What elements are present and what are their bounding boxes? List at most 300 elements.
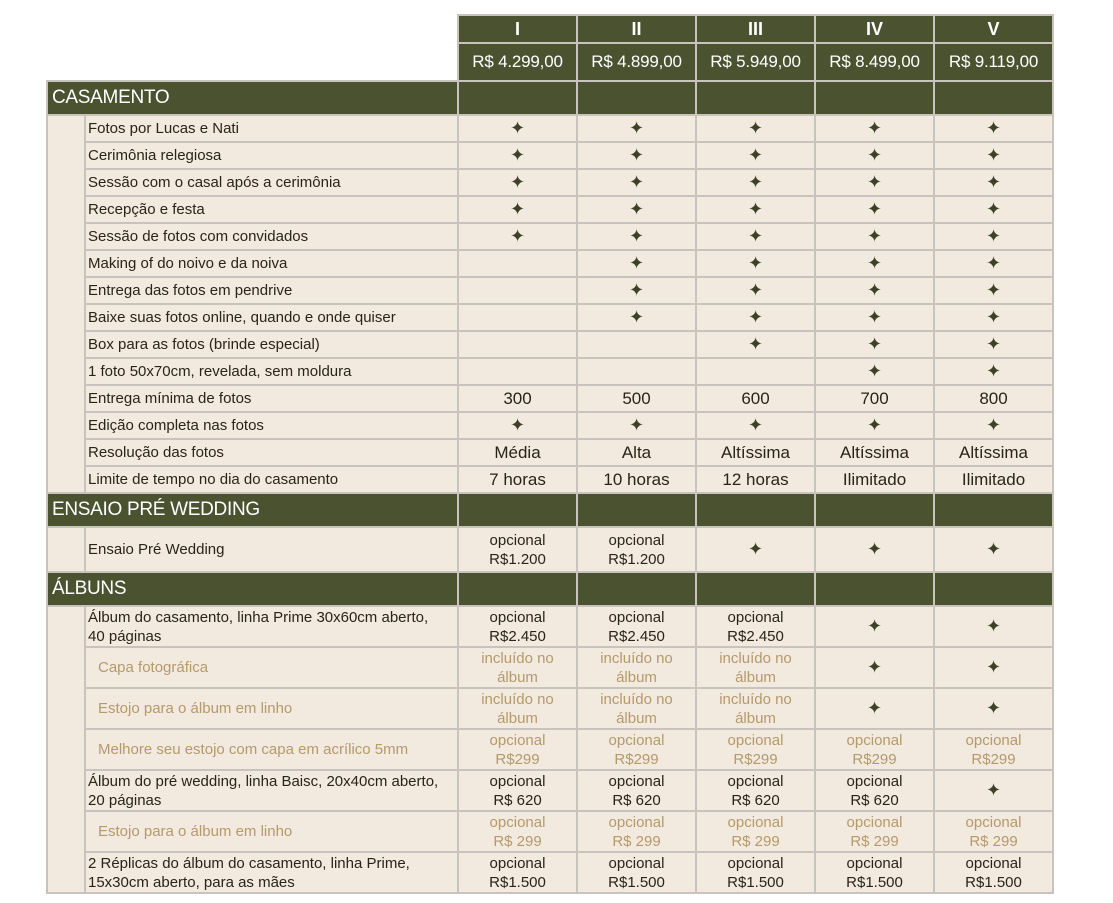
feature-row: [47, 852, 1053, 893]
star-icon: ✦: [509, 414, 526, 435]
feature-label: Sessão de fotos com convidados: [85, 223, 458, 250]
feature-row: [47, 331, 1053, 358]
tier-name: IV: [815, 15, 934, 43]
star-icon: ✦: [747, 198, 764, 219]
cell-line: incluído no: [481, 690, 554, 708]
feature-label: Limite de tempo no dia do casamento: [85, 466, 458, 493]
feature-label: Making of do noivo e da noiva: [85, 250, 458, 277]
star-icon: ✦: [985, 538, 1002, 559]
tier-cell: [458, 223, 577, 250]
feature-row: [47, 115, 1053, 142]
tier-cell: [577, 688, 696, 729]
tier-price: R$ 9.119,00: [934, 43, 1053, 81]
tier-cell: [934, 196, 1053, 223]
cell-line: R$ 620: [612, 791, 661, 809]
tier-cell: [577, 196, 696, 223]
cell-line: R$ 620: [731, 791, 780, 809]
cell-line: opcional: [846, 772, 903, 790]
tier-cell: [577, 412, 696, 439]
star-icon: ✦: [628, 117, 645, 138]
tier-cell: [458, 770, 577, 811]
tier-cell: [458, 250, 577, 277]
tier-cell: 800: [934, 385, 1053, 412]
feature-row: [47, 142, 1053, 169]
tier-cell: [458, 527, 577, 572]
tier-cell: [815, 169, 934, 196]
star-icon: ✦: [747, 538, 764, 559]
cell-line: opcional: [727, 772, 784, 790]
feature-row: [47, 196, 1053, 223]
section-header-cell: [696, 81, 815, 115]
star-icon: ✦: [747, 279, 764, 300]
cell-line: opcional: [965, 854, 1022, 872]
tier-cell: [934, 277, 1053, 304]
label-line: Álbum do casamento, linha Prime 30x60cm aberto,: [88, 608, 429, 626]
cell-line: R$ 299: [612, 832, 661, 850]
star-icon: ✦: [985, 656, 1002, 677]
tier-cell: [458, 277, 577, 304]
tier-cell: 500: [577, 385, 696, 412]
cell-line: opcional: [727, 854, 784, 872]
feature-row: [47, 304, 1053, 331]
tier-cell: [577, 169, 696, 196]
feature-row: [47, 647, 1053, 688]
section-header-cell: [815, 493, 934, 527]
tier-cell: [934, 223, 1053, 250]
label-line: 15x30cm aberto, para as mães: [88, 873, 295, 891]
label-line: Estojo para o álbum em linho: [98, 823, 293, 840]
feature-label: Entrega mínima de fotos: [85, 385, 458, 412]
tier-cell: [696, 277, 815, 304]
tier-price: R$ 4.299,00: [458, 43, 577, 81]
tier-cell: [934, 770, 1053, 811]
star-icon: ✦: [509, 225, 526, 246]
tier-cell: [696, 729, 815, 770]
feature-row: [47, 811, 1053, 852]
feature-label: [85, 729, 458, 770]
feature-row: [47, 729, 1053, 770]
tier-cell: [458, 412, 577, 439]
tier-price: R$ 4.899,00: [577, 43, 696, 81]
star-icon: ✦: [747, 144, 764, 165]
tier-cell: [577, 331, 696, 358]
tier-name: I: [458, 15, 577, 43]
cell-line: incluído no: [719, 649, 792, 667]
tier-price: R$ 8.499,00: [815, 43, 934, 81]
section-title: ENSAIO PRÉ WEDDING: [47, 493, 458, 527]
section-header-cell: [815, 572, 934, 606]
tier-cell: [458, 331, 577, 358]
label-line: Estojo para o álbum em linho: [98, 700, 293, 717]
feature-label: Edição completa nas fotos: [85, 412, 458, 439]
star-icon: ✦: [985, 171, 1002, 192]
cell-line: R$1.200: [489, 550, 546, 568]
feature-label: Entrega das fotos em pendrive: [85, 277, 458, 304]
tier-cell: [458, 115, 577, 142]
tier-cell: [577, 223, 696, 250]
cell-line: opcional: [965, 731, 1022, 749]
star-icon: ✦: [747, 414, 764, 435]
tier-cell: Alta: [577, 439, 696, 466]
star-icon: ✦: [628, 171, 645, 192]
tier-cell: 700: [815, 385, 934, 412]
feature-label: Cerimônia relegiosa: [85, 142, 458, 169]
tier-cell: [458, 729, 577, 770]
star-icon: ✦: [747, 333, 764, 354]
star-icon: ✦: [628, 279, 645, 300]
star-icon: ✦: [985, 144, 1002, 165]
tier-cell: [577, 852, 696, 893]
feature-row: [47, 277, 1053, 304]
cell-line: opcional: [846, 854, 903, 872]
tier-cell: [458, 647, 577, 688]
cell-line: álbum: [497, 668, 538, 686]
tier-cell: Altíssima: [934, 439, 1053, 466]
tier-cell: [815, 331, 934, 358]
star-icon: ✦: [628, 198, 645, 219]
star-icon: ✦: [866, 538, 883, 559]
tier-name: II: [577, 15, 696, 43]
label-line: 20 páginas: [88, 791, 162, 809]
cell-line: opcional: [489, 854, 546, 872]
section-header-cell: [696, 572, 815, 606]
tier-cell: Ilimitado: [934, 466, 1053, 493]
cell-line: R$1.500: [489, 873, 546, 891]
price-header-row: [47, 43, 1053, 81]
section-header-cell: [458, 493, 577, 527]
feature-label: Resolução das fotos: [85, 439, 458, 466]
tier-cell: [934, 412, 1053, 439]
feature-row: [47, 466, 1053, 493]
section-header-cell: [577, 81, 696, 115]
star-icon: ✦: [985, 279, 1002, 300]
cell-line: incluído no: [481, 649, 554, 667]
tier-cell: [458, 811, 577, 852]
cell-line: opcional: [489, 731, 546, 749]
feature-row: [47, 688, 1053, 729]
star-icon: ✦: [985, 198, 1002, 219]
section-header: [47, 572, 1053, 606]
tier-cell: [934, 647, 1053, 688]
tier-name: III: [696, 15, 815, 43]
tier-cell: Ilimitado: [815, 466, 934, 493]
feature-row: [47, 385, 1053, 412]
pricing-table: [46, 14, 1054, 894]
tier-cell: [577, 115, 696, 142]
section-title: ÁLBUNS: [47, 572, 458, 606]
tier-cell: Altíssima: [696, 439, 815, 466]
tier-cell: [934, 304, 1053, 331]
tier-cell: [696, 169, 815, 196]
feature-label: [85, 811, 458, 852]
tier-cell: [696, 250, 815, 277]
row-indent: [47, 606, 85, 893]
star-icon: ✦: [866, 144, 883, 165]
section-header-cell: [934, 493, 1053, 527]
tier-cell: [696, 304, 815, 331]
cell-line: R$ 299: [850, 832, 899, 850]
star-icon: ✦: [509, 198, 526, 219]
cell-line: opcional: [608, 608, 665, 626]
cell-line: R$1.200: [608, 550, 665, 568]
tier-name: V: [934, 15, 1053, 43]
star-icon: ✦: [866, 360, 883, 381]
tier-cell: [696, 852, 815, 893]
tier-cell: [815, 277, 934, 304]
cell-line: R$ 620: [493, 791, 542, 809]
row-indent: [47, 115, 85, 493]
star-icon: ✦: [985, 414, 1002, 435]
tier-cell: [934, 729, 1053, 770]
feature-row: [47, 606, 1053, 647]
feature-label: Fotos por Lucas e Nati: [85, 115, 458, 142]
star-icon: ✦: [866, 306, 883, 327]
tier-cell: [696, 606, 815, 647]
star-icon: ✦: [747, 252, 764, 273]
tier-cell: [696, 811, 815, 852]
star-icon: ✦: [628, 252, 645, 273]
tier-cell: [934, 331, 1053, 358]
label-line: 40 páginas: [88, 627, 162, 645]
tier-cell: [815, 358, 934, 385]
tier-cell: [696, 688, 815, 729]
tier-cell: Média: [458, 439, 577, 466]
tier-cell: [458, 142, 577, 169]
section-header-cell: [696, 493, 815, 527]
tier-cell: [934, 606, 1053, 647]
feature-label: Recepção e festa: [85, 196, 458, 223]
star-icon: ✦: [985, 306, 1002, 327]
tier-cell: [696, 527, 815, 572]
feature-label: [85, 688, 458, 729]
cell-line: álbum: [497, 709, 538, 727]
cell-line: opcional: [846, 731, 903, 749]
tier-cell: [458, 358, 577, 385]
section-header-cell: [458, 81, 577, 115]
cell-line: incluído no: [600, 690, 673, 708]
cell-line: opcional: [489, 772, 546, 790]
section-header-cell: [934, 81, 1053, 115]
star-icon: ✦: [866, 252, 883, 273]
star-icon: ✦: [985, 360, 1002, 381]
cell-line: R$299: [733, 750, 778, 768]
label-line: Melhore seu estojo com capa em acrílico 5mm: [98, 741, 409, 758]
tier-cell: [934, 527, 1053, 572]
feature-row: [47, 169, 1053, 196]
tier-cell: [577, 729, 696, 770]
star-icon: ✦: [509, 117, 526, 138]
tier-cell: [577, 277, 696, 304]
tier-cell: [815, 250, 934, 277]
tier-cell: [815, 142, 934, 169]
cell-line: álbum: [616, 709, 657, 727]
cell-line: álbum: [735, 709, 776, 727]
cell-line: incluído no: [719, 690, 792, 708]
cell-line: opcional: [489, 608, 546, 626]
cell-line: R$ 299: [493, 832, 542, 850]
tier-cell: 300: [458, 385, 577, 412]
cell-line: R$2.450: [727, 627, 784, 645]
cell-line: R$299: [971, 750, 1016, 768]
tier-cell: [934, 688, 1053, 729]
tier-cell: 600: [696, 385, 815, 412]
tier-cell: [696, 770, 815, 811]
cell-line: R$1.500: [727, 873, 784, 891]
star-icon: ✦: [628, 306, 645, 327]
section-header: [47, 81, 1053, 115]
feature-row: [47, 358, 1053, 385]
feature-row: [47, 223, 1053, 250]
star-icon: ✦: [866, 117, 883, 138]
tier-cell: [815, 688, 934, 729]
star-icon: ✦: [985, 697, 1002, 718]
cell-line: R$2.450: [608, 627, 665, 645]
tier-cell: [934, 169, 1053, 196]
tier-cell: [577, 304, 696, 331]
feature-row: [47, 439, 1053, 466]
feature-label: Sessão com o casal após a cerimônia: [85, 169, 458, 196]
cell-line: opcional: [608, 731, 665, 749]
tier-cell: [458, 169, 577, 196]
tier-cell: [577, 647, 696, 688]
cell-line: R$1.500: [846, 873, 903, 891]
cell-line: opcional: [608, 854, 665, 872]
feature-label: [85, 647, 458, 688]
tier-cell: [577, 250, 696, 277]
feature-label: [85, 852, 458, 893]
tier-cell: [815, 412, 934, 439]
tier-cell: [696, 331, 815, 358]
row-indent: [47, 527, 85, 572]
tier-cell: [577, 606, 696, 647]
star-icon: ✦: [985, 225, 1002, 246]
tier-cell: [815, 304, 934, 331]
cell-line: R$299: [852, 750, 897, 768]
tier-cell: [577, 811, 696, 852]
star-icon: ✦: [985, 333, 1002, 354]
star-icon: ✦: [509, 171, 526, 192]
star-icon: ✦: [628, 144, 645, 165]
tier-cell: [815, 527, 934, 572]
tier-cell: [696, 223, 815, 250]
tier-cell: [696, 115, 815, 142]
section-header-cell: [815, 81, 934, 115]
tier-cell: [696, 647, 815, 688]
tier-cell: [934, 142, 1053, 169]
tier-cell: [577, 358, 696, 385]
star-icon: ✦: [747, 171, 764, 192]
section-header-cell: [934, 572, 1053, 606]
star-icon: ✦: [866, 198, 883, 219]
star-icon: ✦: [509, 144, 526, 165]
cell-line: R$1.500: [965, 873, 1022, 891]
tier-cell: 10 horas: [577, 466, 696, 493]
cell-line: opcional: [608, 813, 665, 831]
tier-header-row: [47, 15, 1053, 43]
star-icon: ✦: [866, 171, 883, 192]
feature-label: [85, 770, 458, 811]
tier-price: R$ 5.949,00: [696, 43, 815, 81]
star-icon: ✦: [866, 333, 883, 354]
star-icon: ✦: [866, 414, 883, 435]
tier-cell: [458, 688, 577, 729]
tier-cell: [458, 196, 577, 223]
tier-cell: [696, 196, 815, 223]
star-icon: ✦: [866, 225, 883, 246]
tier-cell: [815, 196, 934, 223]
feature-row: [47, 250, 1053, 277]
star-icon: ✦: [747, 306, 764, 327]
label-line: Álbum do pré wedding, linha Baisc, 20x40cm aberto,: [88, 772, 439, 790]
tier-cell: [934, 115, 1053, 142]
cell-line: opcional: [965, 813, 1022, 831]
tier-cell: [696, 412, 815, 439]
tier-cell: [934, 358, 1053, 385]
star-icon: ✦: [747, 117, 764, 138]
section-header-cell: [577, 572, 696, 606]
tier-cell: [815, 647, 934, 688]
tier-cell: 12 horas: [696, 466, 815, 493]
cell-line: incluído no: [600, 649, 673, 667]
tier-cell: [458, 304, 577, 331]
cell-line: opcional: [489, 531, 546, 549]
star-icon: ✦: [747, 225, 764, 246]
feature-label: 1 foto 50x70cm, revelada, sem moldura: [85, 358, 458, 385]
cell-line: opcional: [727, 731, 784, 749]
tier-cell: [696, 142, 815, 169]
feature-row: [47, 770, 1053, 811]
star-icon: ✦: [628, 414, 645, 435]
section-title: CASAMENTO: [47, 81, 458, 115]
cell-line: R$ 620: [850, 791, 899, 809]
cell-line: opcional: [489, 813, 546, 831]
tier-cell: 7 horas: [458, 466, 577, 493]
feature-row: [47, 527, 1053, 572]
cell-line: opcional: [846, 813, 903, 831]
star-icon: ✦: [985, 117, 1002, 138]
tier-cell: [815, 115, 934, 142]
tier-cell: [815, 729, 934, 770]
tier-cell: Altíssima: [815, 439, 934, 466]
star-icon: ✦: [866, 697, 883, 718]
section-header: [47, 493, 1053, 527]
header-blank: [47, 43, 458, 81]
cell-line: R$299: [495, 750, 540, 768]
header-blank: [47, 15, 458, 43]
tier-cell: [815, 811, 934, 852]
feature-label: Ensaio Pré Wedding: [85, 527, 458, 572]
feature-label: Baixe suas fotos online, quando e onde quiser: [85, 304, 458, 331]
tier-cell: [934, 250, 1053, 277]
label-line: Capa fotográfica: [98, 659, 209, 676]
tier-cell: [696, 358, 815, 385]
cell-line: R$ 299: [969, 832, 1018, 850]
star-icon: ✦: [628, 225, 645, 246]
label-line: 2 Réplicas do álbum do casamento, linha Prime,: [88, 854, 410, 872]
tier-cell: [934, 852, 1053, 893]
tier-cell: [815, 606, 934, 647]
cell-line: álbum: [616, 668, 657, 686]
cell-line: opcional: [608, 772, 665, 790]
cell-line: R$299: [614, 750, 659, 768]
cell-line: opcional: [608, 531, 665, 549]
star-icon: ✦: [866, 615, 883, 636]
cell-line: álbum: [735, 668, 776, 686]
tier-cell: [815, 223, 934, 250]
section-header-cell: [577, 493, 696, 527]
star-icon: ✦: [866, 279, 883, 300]
feature-row: [47, 412, 1053, 439]
